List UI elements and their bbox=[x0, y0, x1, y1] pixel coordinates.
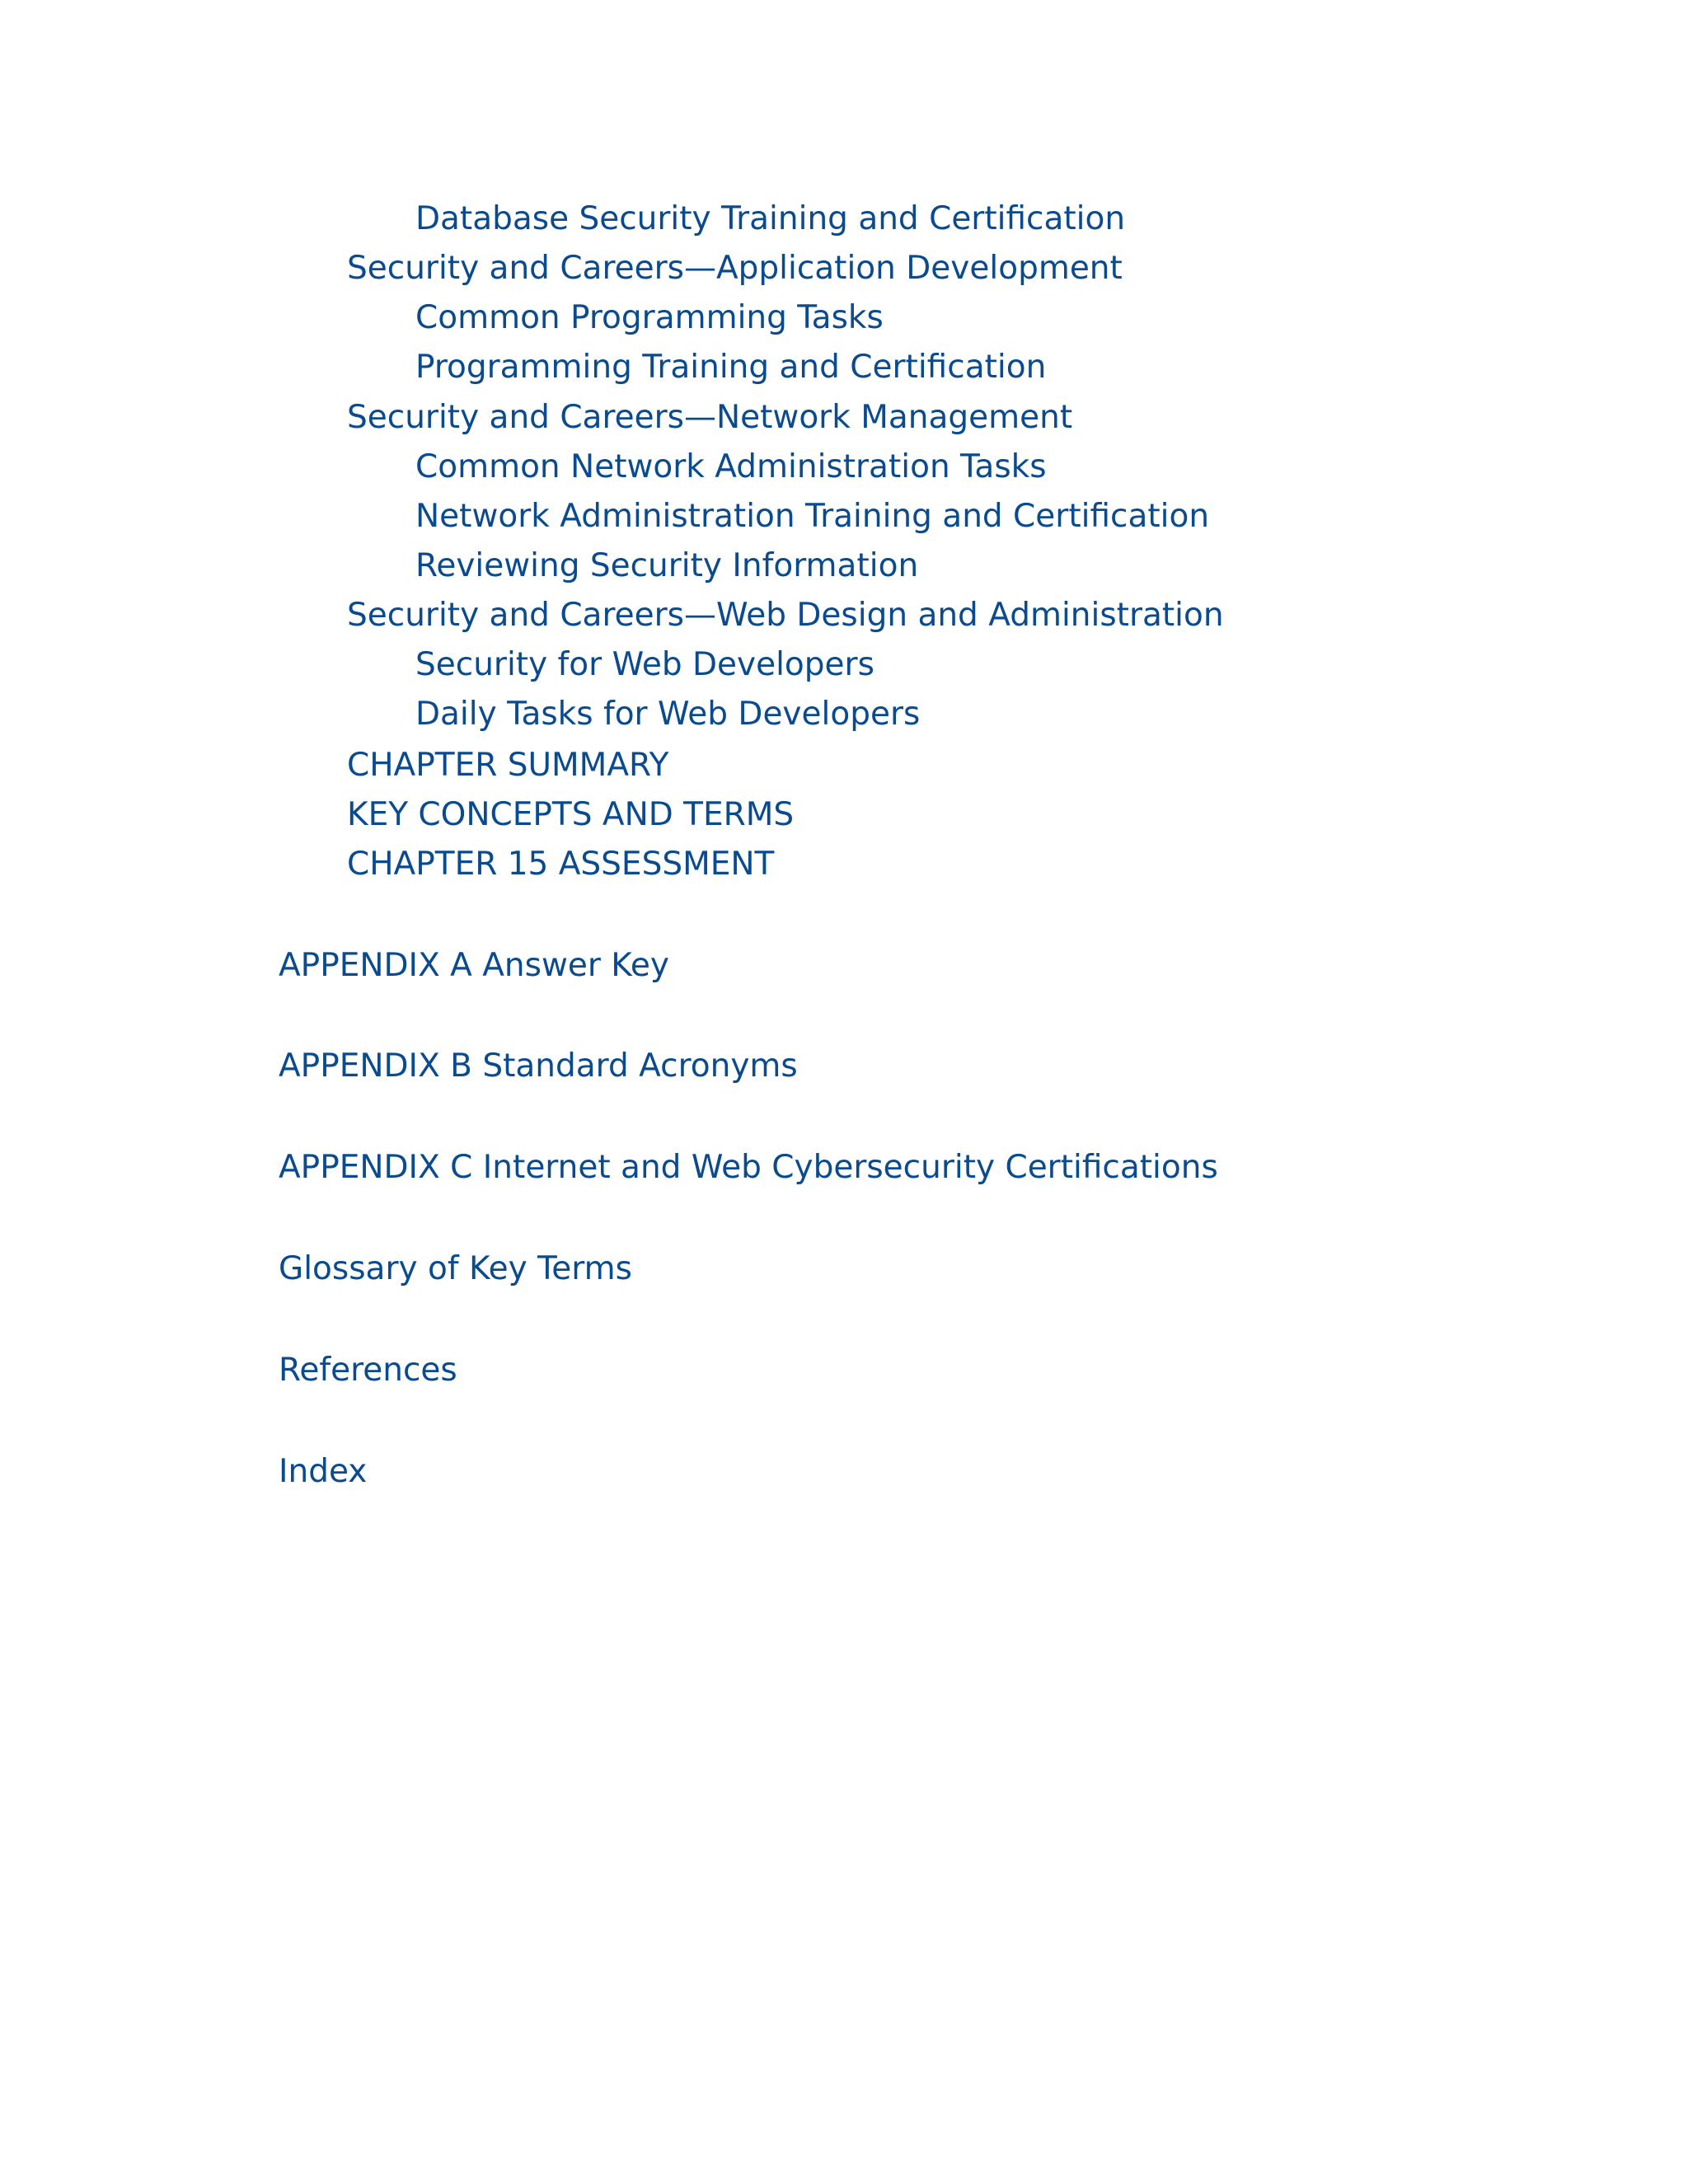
toc-entry-appendix-c[interactable]: APPENDIX C Internet and Web Cybersecurity Certifications bbox=[279, 1149, 1218, 1186]
toc-entry-careers-network-management[interactable]: Security and Careers—Network Management bbox=[347, 399, 1073, 436]
toc-entry-glossary[interactable]: Glossary of Key Terms bbox=[279, 1250, 632, 1287]
toc-entry-reviewing-security-information[interactable]: Reviewing Security Information bbox=[415, 547, 919, 584]
toc-entry-network-admin-training[interactable]: Network Administration Training and Certification bbox=[415, 498, 1210, 535]
toc-entry-index[interactable]: Index bbox=[279, 1453, 368, 1490]
toc-entry-key-concepts-and-terms[interactable]: KEY CONCEPTS AND TERMS bbox=[347, 796, 795, 833]
toc-entry-network-admin-tasks[interactable]: Common Network Administration Tasks bbox=[415, 448, 1047, 485]
toc-entry-security-for-web-developers[interactable]: Security for Web Developers bbox=[415, 646, 874, 683]
toc-entry-careers-application-development[interactable]: Security and Careers—Application Development bbox=[347, 250, 1123, 287]
toc-entry-common-programming-tasks[interactable]: Common Programming Tasks bbox=[415, 299, 884, 336]
toc-entry-careers-web-design[interactable]: Security and Careers—Web Design and Administration bbox=[347, 597, 1224, 634]
toc-entry-appendix-a[interactable]: APPENDIX A Answer Key bbox=[279, 947, 669, 984]
toc-entry-references[interactable]: References bbox=[279, 1352, 457, 1389]
toc-entry-daily-tasks-web-developers[interactable]: Daily Tasks for Web Developers bbox=[415, 696, 921, 733]
toc-entry-chapter-15-assessment[interactable]: CHAPTER 15 ASSESSMENT bbox=[347, 846, 775, 883]
toc-entry-database-security-training[interactable]: Database Security Training and Certification bbox=[415, 200, 1126, 237]
toc-entry-chapter-summary[interactable]: CHAPTER SUMMARY bbox=[347, 747, 669, 784]
toc-entry-programming-training[interactable]: Programming Training and Certification bbox=[415, 349, 1047, 386]
toc-entry-appendix-b[interactable]: APPENDIX B Standard Acronyms bbox=[279, 1047, 798, 1085]
